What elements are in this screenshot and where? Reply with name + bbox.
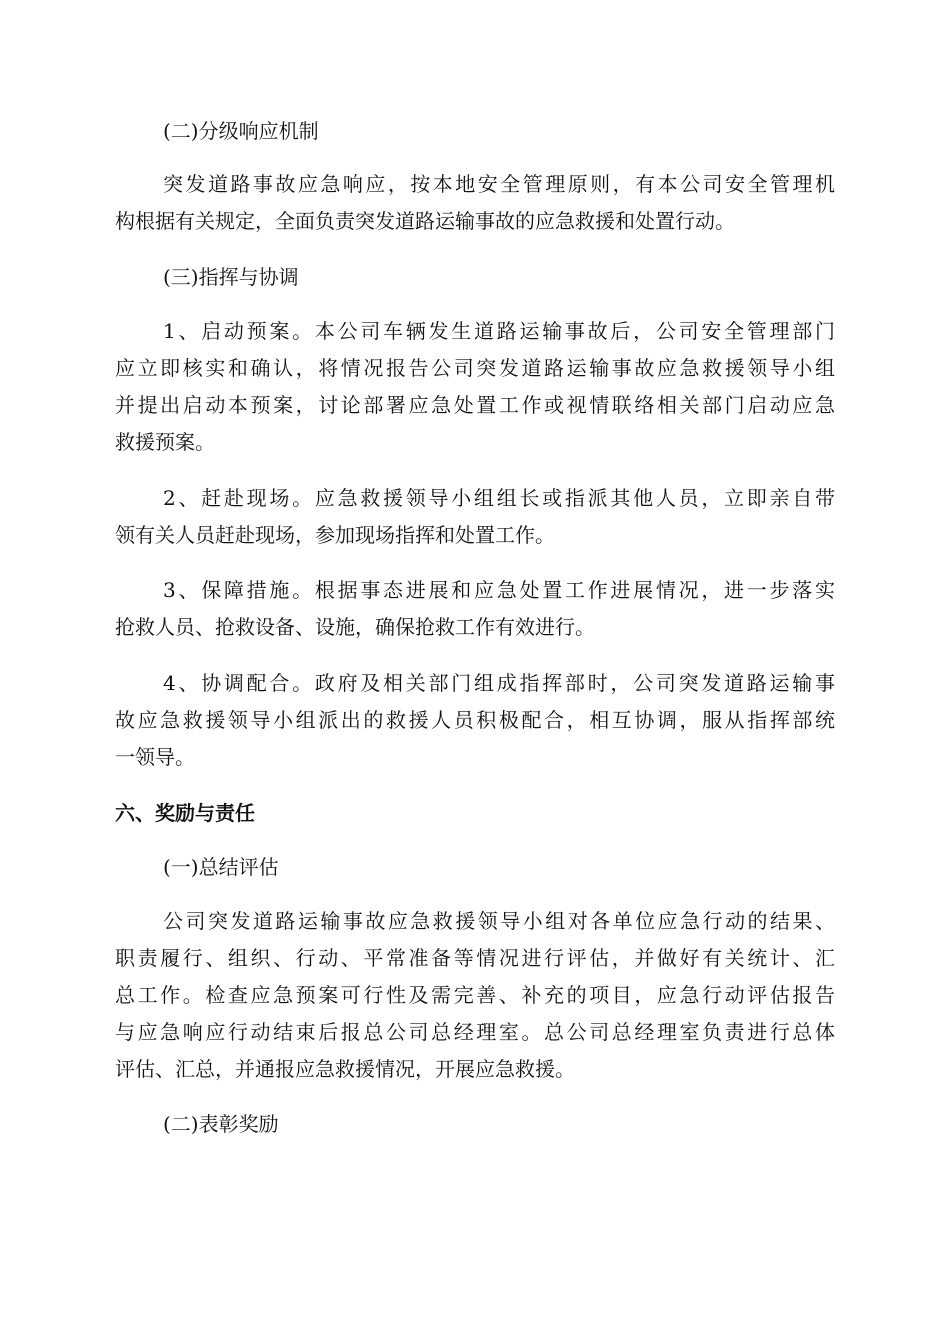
paragraph-line: 抢救人员、抢救设备、设施，确保抢救工作有效进行。 [115, 615, 595, 639]
paragraph-line: 4、协调配合。政府及相关部门组成指挥部时，公司突发道路运输事 [163, 671, 835, 695]
chapter-title: 六、奖励与责任 [115, 801, 255, 825]
paragraph-line: 公司突发道路运输事故应急救援领导小组对各单位应急行动的结果、 [163, 909, 835, 933]
paragraph-line: 3、保障措施。根据事态进展和应急处置工作进展情况，进一步落实 [163, 578, 835, 602]
subsection-heading: (三)指挥与协调 [163, 265, 299, 289]
paragraph-line: 并提出启动本预案，讨论部署应急处置工作或视情联络相关部门启动应急 [115, 393, 835, 417]
subsection-heading: (二)分级响应机制 [163, 119, 319, 143]
paragraph-line: 故应急救援领导小组派出的救援人员积极配合，相互协调，服从指挥部统 [115, 708, 835, 732]
paragraph-line: 评估、汇总，并通报应急救援情况，开展应急救援。 [115, 1057, 575, 1081]
paragraph-line: 总工作。检查应急预案可行性及需完善、补充的项目，应急行动评估报告 [115, 983, 835, 1007]
paragraph-line: 领有关人员赶赴现场，参加现场指挥和处置工作。 [115, 523, 555, 547]
paragraph-line: 构根据有关规定，全面负责突发道路运输事故的应急救援和处置行动。 [115, 209, 735, 233]
paragraph-line: 救援预案。 [115, 430, 215, 454]
subsection-heading: (二)表彰奖励 [163, 1112, 279, 1136]
paragraph-line: 职责履行、组织、行动、平常准备等情况进行评估，并做好有关统计、汇 [115, 946, 835, 970]
subsection-heading: (一)总结评估 [163, 855, 279, 879]
paragraph-line: 1、启动预案。本公司车辆发生道路运输事故后，公司安全管理部门 [163, 319, 835, 343]
paragraph-line: 一领导。 [115, 745, 195, 769]
paragraph-line: 突发道路事故应急响应，按本地安全管理原则，有本公司安全管理机 [163, 172, 835, 196]
paragraph-line: 应立即核实和确认，将情况报告公司突发道路运输事故应急救援领导小组 [115, 356, 835, 380]
paragraph-line: 2、赶赴现场。应急救援领导小组组长或指派其他人员，立即亲自带 [163, 486, 835, 510]
paragraph-line: 与应急响应行动结束后报总公司总经理室。总公司总经理室负责进行总体 [115, 1020, 835, 1044]
